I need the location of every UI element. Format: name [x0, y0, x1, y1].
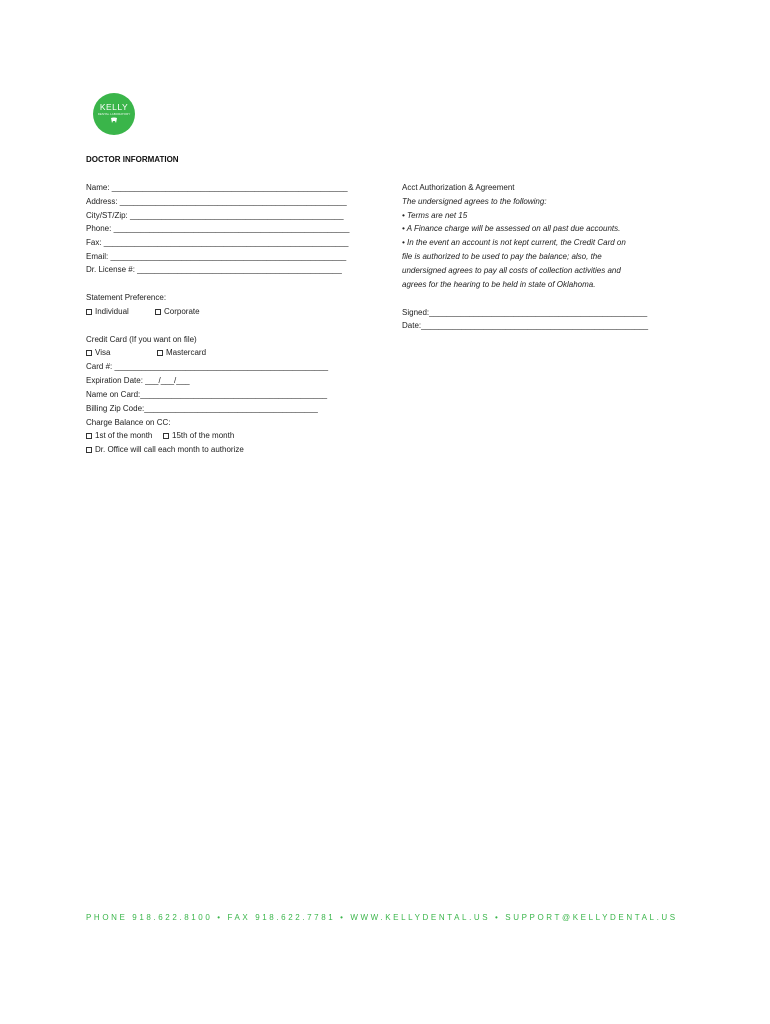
corporate-option[interactable] — [155, 307, 200, 317]
office-will-call-option[interactable] — [86, 445, 244, 455]
individual-checkbox[interactable] — [86, 309, 92, 315]
phone-field[interactable]: Phone: _____________________________________________________ — [86, 224, 350, 233]
address-field[interactable]: Address: ___________________________________________________ — [86, 197, 347, 206]
credit-card-label: Credit Card (If you want on file) — [86, 335, 197, 344]
individual-label: Individual — [95, 307, 129, 316]
first-of-month-option[interactable] — [86, 431, 152, 441]
agreement-title: Acct Authorization & Agreement — [402, 183, 515, 192]
license-field[interactable]: Dr. License #: ______________________________________________ — [86, 265, 342, 274]
agreement-line: • A Finance charge will be assessed on all past due accounts. — [402, 224, 621, 233]
email-field[interactable]: Email: _____________________________________________________ — [86, 252, 347, 261]
individual-option[interactable] — [86, 307, 129, 317]
agreement-line: undersigned agrees to pay all costs of collection activities and — [402, 266, 621, 275]
contact-footer: PHONE 918.622.8100 • FAX 918.622.7781 • WWW.KELLYDENTAL.US • SUPPORT@KELLYDENTAL.US — [86, 913, 678, 922]
billing-zip-field[interactable]: Billing Zip Code:_______________________________________ — [86, 404, 318, 413]
agreement-line: agrees for the hearing to be held in state of Oklahoma. — [402, 280, 596, 289]
office-will-call-checkbox[interactable] — [86, 447, 92, 453]
city-state-zip-field[interactable]: City/ST/Zip: ________________________________________________ — [86, 211, 344, 220]
name-field[interactable]: Name: _____________________________________________________ — [86, 183, 348, 192]
agreement-intro: The undersigned agrees to the following: — [402, 197, 547, 206]
fifteenth-of-month-checkbox[interactable] — [163, 433, 169, 439]
tooth-icon — [110, 117, 118, 124]
corporate-checkbox[interactable] — [155, 309, 161, 315]
fax-field[interactable]: Fax: _______________________________________________________ — [86, 238, 349, 247]
fifteenth-of-month-label: 15th of the month — [172, 431, 235, 440]
office-will-call-label: Dr. Office will call each month to authorize — [95, 445, 244, 454]
mastercard-label: Mastercard — [166, 348, 207, 357]
mastercard-checkbox[interactable] — [157, 350, 163, 356]
agreement-line: file is authorized to be used to pay the balance; also, the — [402, 252, 602, 261]
signed-field[interactable]: Signed:_________________________________________________ — [402, 308, 648, 317]
visa-option[interactable] — [86, 348, 110, 358]
card-number-field[interactable]: Card #: ________________________________________________ — [86, 362, 329, 371]
statement-preference-label: Statement Preference: — [86, 293, 167, 302]
fifteenth-of-month-option[interactable] — [163, 431, 234, 441]
logo-text: KELLY — [99, 102, 129, 112]
agreement-line: • In the event an account is not kept current, the Credit Card on — [402, 238, 626, 247]
charge-balance-label: Charge Balance on CC: — [86, 418, 171, 427]
kelly-logo — [93, 93, 135, 135]
first-of-month-label: 1st of the month — [95, 431, 153, 440]
visa-label: Visa — [95, 348, 111, 357]
section-heading: DOCTOR INFORMATION — [86, 155, 179, 164]
logo-subtext: DENTAL LABORATORY — [97, 112, 131, 116]
expiration-date-field[interactable]: Expiration Date: ___/___/___ — [86, 376, 190, 385]
date-field[interactable]: Date:___________________________________________________ — [402, 321, 649, 330]
first-of-month-checkbox[interactable] — [86, 433, 92, 439]
visa-checkbox[interactable] — [86, 350, 92, 356]
name-on-card-field[interactable]: Name on Card:__________________________________________ — [86, 390, 328, 399]
agreement-line: • Terms are net 15 — [402, 211, 468, 220]
corporate-label: Corporate — [164, 307, 200, 316]
mastercard-option[interactable] — [157, 348, 206, 358]
